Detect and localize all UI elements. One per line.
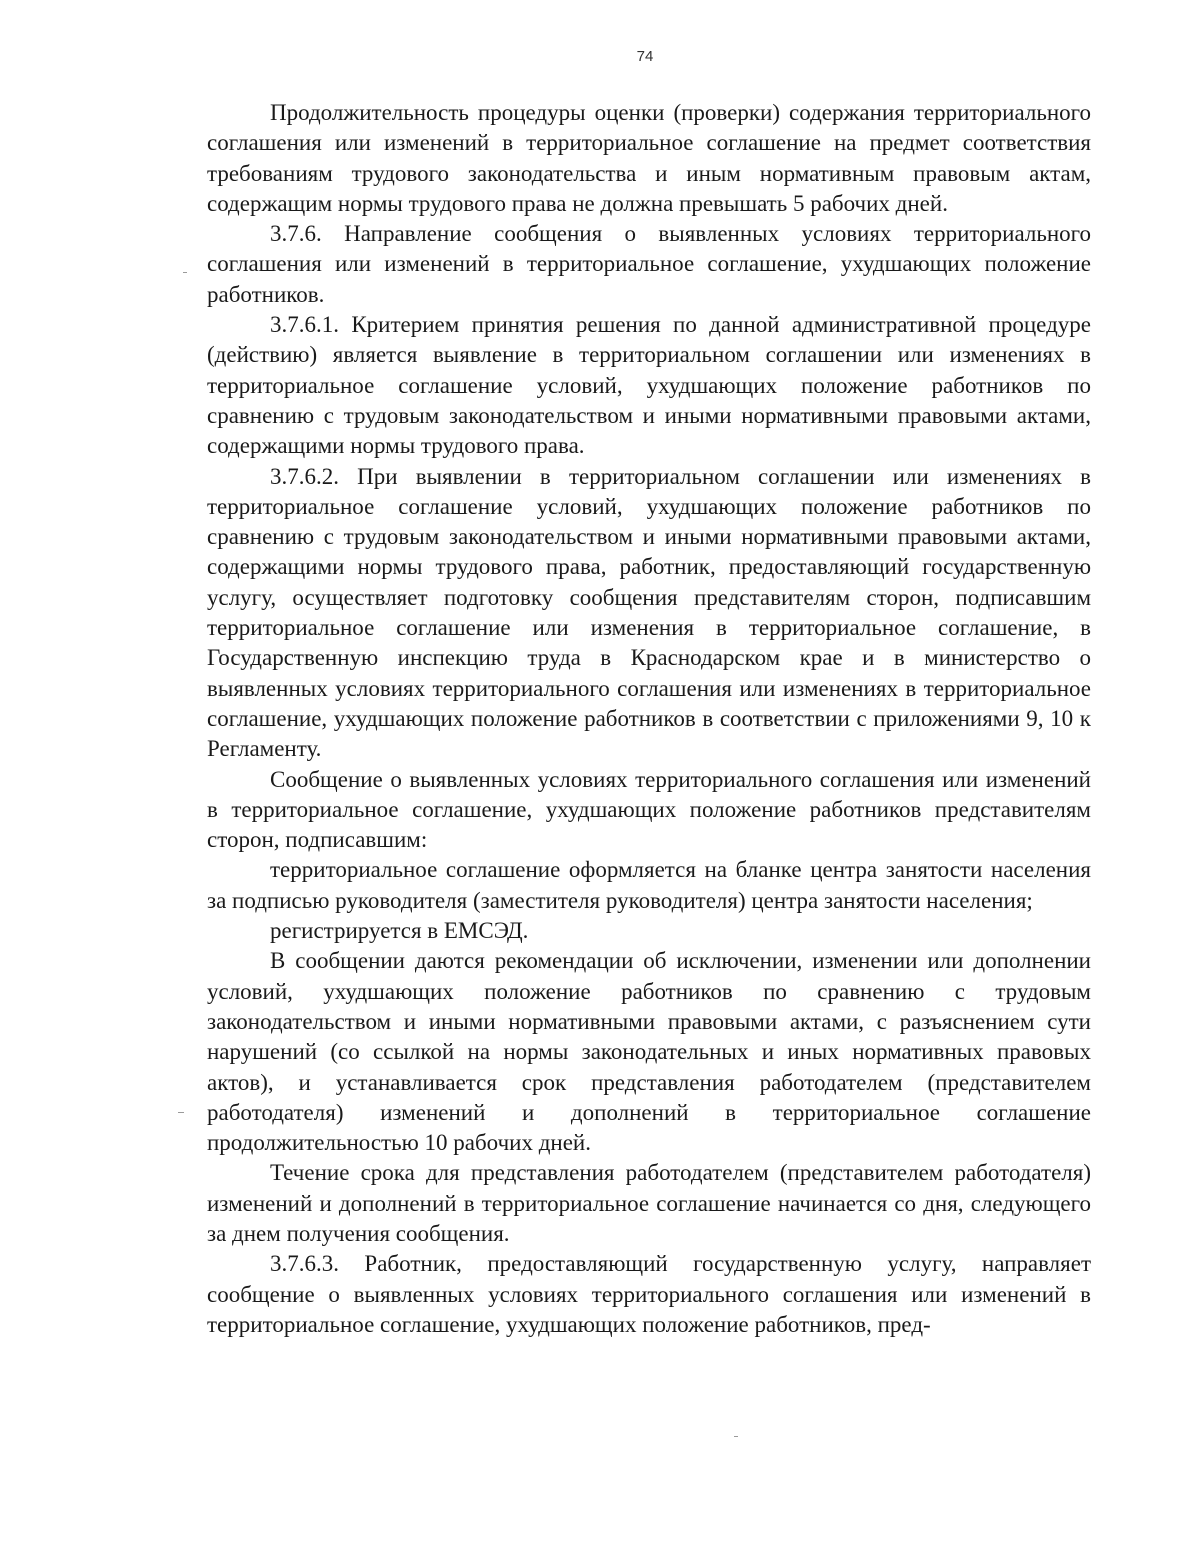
paragraph-1: Продолжительность процедуры оценки (проверки) содержания территориального соглашения или изменений в территориальное соглашение на предмет соответствия требованиям трудового законодательства и иным нормативным правовым актам, содержащим нормы трудового права не должна превышать 5 рабочих дней. [207, 100, 1091, 216]
paragraph-3: 3.7.6.1. Критерием принятия решения по данной административной процедуре (действию) является выявление в территориальном соглашении или изменениях в территориальное соглашение условий, ухудшающих положение работников по сравнению с трудовым законодательством и иными нормативными правовыми актами, содержащими нормы трудового права. [207, 312, 1091, 459]
scan-artifact [183, 272, 187, 273]
paragraph-5: Сообщение о выявленных условиях территориального соглашения или изменений в территориальное соглашение, ухудшающих положение работников представителям сторон, подписавшим: [207, 766, 1091, 853]
paragraph-4: 3.7.6.2. При выявлении в территориальном соглашении или изменениях в территориальное соглашение условий, ухудшающих положение работников по сравнению с трудовым законодательством и иными нормативными правовыми актами, содержащими нормы трудового права, работник, предоставляющий государственную услугу, осуществляет подготовку сообщения представителям сторон, подписавшим территориальное соглашение или изменения в территориальное соглашение, в Государственную инспекцию труда в Краснодарском крае и в министерство о выявленных условиях территориального соглашения или изменениях в территориальное соглашение, ухудшающих положение работников в соответствии с приложениями 9, 10 к Регламенту. [207, 463, 1091, 762]
document-body [207, 98, 1091, 1340]
paragraph-2: 3.7.6. Направление сообщения о выявленных условиях территориального соглашения или изменений в территориальное соглашение, ухудшающих положение работников. [207, 221, 1091, 307]
paragraph-6: территориальное соглашение оформляется на бланке центра занятости населения за подписью руководителя (заместителя руководителя) центра занятости населения; [207, 857, 1091, 913]
paragraph-9: Течение срока для представления работодателем (представителем работодателя) изменений и дополнений в территориальное соглашение начинается со дня, следующего за днем получения сообщения. [207, 1160, 1091, 1246]
paragraph-7: регистрируется в ЕМСЭД. [270, 918, 529, 944]
paragraph-10: 3.7.6.3. Работник, предоставляющий государственную услугу, направляет сообщение о выявленных условиях территориального соглашения или изменений в территориальное соглашение, ухудшающих положение работников, пред- [207, 1251, 1091, 1337]
scan-artifact [178, 1112, 184, 1113]
scan-artifact [734, 1436, 738, 1437]
paragraph-8: В сообщении даются рекомендации об исключении, изменении или дополнении условий, ухудшающих положение работников по сравнению с трудовым законодательством и иными нормативными правовыми актами, с разъяснением сути нарушений (со ссылкой на нормы законодательных и иных нормативных правовых актов), и устанавливается срок представления работодателем (представителем работодателя) изменений и дополнений в территориальное соглашение продолжительностью 10 рабочих дней. [207, 948, 1091, 1156]
page-number: 74 [636, 48, 654, 65]
